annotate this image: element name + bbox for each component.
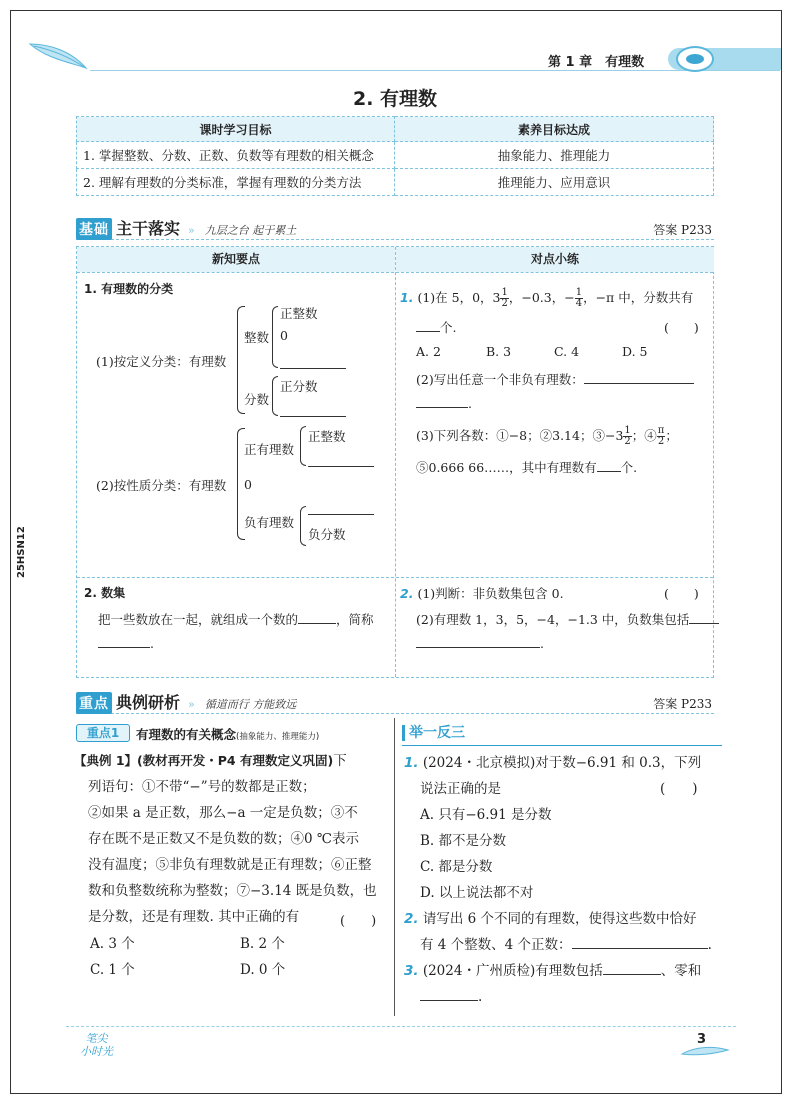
section-name: 主干落实 [116, 219, 181, 238]
k1-title: 1. 有理数的分类 [84, 282, 174, 296]
denominator: 2 [657, 436, 665, 447]
section-key-header [76, 690, 714, 714]
keypoint-title [136, 725, 319, 743]
question-text: (2)有理数 1，3，5，−4，−1.3 中，负数集包括 [416, 612, 690, 627]
question-text: 个. [620, 460, 638, 475]
k1-neg-frac: 负分数 [308, 527, 346, 542]
k1-prop-label: (2)按性质分类：有理数 [96, 478, 227, 493]
k1-pos-frac: 正分数 [280, 379, 318, 394]
blank-line [584, 372, 694, 384]
fraction [500, 288, 508, 309]
goals-table [76, 116, 714, 196]
k1-pos-rat: 正有理数 [244, 442, 295, 457]
goal-ability: 推理能力、应用意识 [395, 169, 714, 196]
answer-paren: ( ) [660, 781, 698, 797]
keypoint-tag: 重点1 [76, 724, 130, 742]
k1-pos-int: 正整数 [280, 306, 318, 321]
option-d: D. 5 [622, 344, 648, 359]
blank-line [98, 636, 150, 648]
brace [272, 306, 278, 368]
k1-def-label: (1)按定义分类：有理数 [96, 354, 227, 369]
option-c: C. 4 [554, 344, 580, 359]
double-arrow-icon: » [188, 224, 195, 237]
section-motto: 循道而行 方能致远 [204, 698, 297, 711]
practice-1-q1-line2 [416, 318, 456, 336]
section-name: 典例研析 [116, 693, 181, 712]
knowledge-head-left: 新知要点 [77, 247, 395, 272]
practice-1-q2 [416, 370, 694, 388]
question-text: 、零和 [660, 963, 702, 979]
keypoint-subtitle: (抽象能力、推理能力) [236, 732, 320, 742]
practice-2-q2-line2 [416, 636, 544, 651]
blank-line [416, 320, 440, 332]
option-a: A. 2 [416, 344, 441, 359]
blank-line [308, 466, 374, 467]
blank-line [603, 963, 661, 975]
brace [300, 506, 306, 546]
numerator: π [657, 425, 665, 436]
practice-questions [404, 750, 724, 1010]
blank-line [416, 636, 540, 648]
question-number: 1. [400, 290, 414, 305]
feather-icon [28, 40, 88, 74]
question-text: 说法正确的是 [420, 781, 501, 797]
question-text: (1)在 5，0，3 [417, 290, 501, 305]
question-text: 有 4 个整数、4 个正数： [420, 937, 572, 953]
blank-line [280, 416, 346, 417]
option-d: D. 以上说法都不对 [420, 885, 534, 901]
question-text: ⑤0.666 66……，其中有理数有 [416, 460, 597, 475]
blank-line [689, 612, 719, 624]
k2-title: 2. 数集 [84, 586, 126, 600]
example-text: 下 [333, 753, 347, 769]
k1-zero2: 0 [244, 477, 252, 492]
numerator: 1 [575, 287, 583, 298]
feather-icon [680, 1044, 730, 1058]
practice-header [402, 722, 722, 746]
double-arrow-icon: » [188, 698, 195, 711]
page-title: 2. 有理数 [352, 88, 438, 110]
practice-1-q3-line2 [416, 458, 637, 476]
blank-line [597, 460, 621, 472]
column-divider [395, 247, 396, 677]
question-text: . [540, 636, 544, 651]
blank-line [308, 514, 374, 515]
k1-pos-int2: 正整数 [308, 429, 346, 444]
table-row [77, 142, 714, 169]
question-text: . [478, 989, 483, 1005]
k1-neg-rat: 负有理数 [244, 515, 295, 530]
header-rule [90, 70, 780, 71]
option-d: D. 0 个 [240, 962, 286, 978]
practice-2-q2 [416, 610, 719, 628]
question-text: (2024・北京模拟)对于数−6.91 和 0.3，下列 [422, 755, 702, 771]
denominator: 4 [575, 298, 583, 309]
example-label: 【典例 1】(教材再开发・P4 有理数定义巩固) [74, 753, 334, 768]
goal-text: 1. 掌握整数、分数、正数、负数等有理数的相关概念 [77, 142, 395, 169]
blank-line [572, 937, 708, 949]
goals-head-left: 课时学习目标 [77, 117, 395, 142]
blank-line [416, 396, 468, 408]
footer-brand-line: 小时光 [80, 1045, 113, 1058]
option-b: B. 2 个 [240, 936, 285, 952]
practice-title: 举一反三 [402, 725, 465, 741]
option-c: C. 1 个 [90, 962, 135, 978]
blank-line [280, 368, 346, 369]
question-text: (3)下列各数：①−8；②3.14；③−3 [416, 428, 624, 443]
denominator: 2 [501, 298, 508, 309]
question-text: ，−0.3，− [508, 290, 575, 305]
side-code: 25HSN12 [16, 526, 27, 578]
question-text: (2)写出任意一个非负有理数： [416, 372, 584, 387]
answer-paren: ( ) [664, 586, 699, 601]
example-text: 没有温度；⑤非负有理数就是正有理数；⑥正整 [88, 857, 372, 873]
question-text: ； [665, 428, 678, 443]
option-a: A. 3 个 [90, 936, 135, 952]
row-divider [77, 272, 713, 273]
question-number: 3. [404, 963, 419, 979]
numerator: 1 [501, 287, 508, 298]
question-number: 2. [400, 586, 414, 601]
question-text: . [468, 396, 472, 411]
question-text: (2024・广州质检)有理数包括 [422, 963, 603, 979]
keypoint-title-text: 有理数的有关概念 [136, 727, 237, 742]
question-number: 2. [404, 911, 419, 927]
question-number: 1. [404, 755, 419, 771]
example-text: 数和负整数统称为整数；⑦−3.14 既是负数，也 [88, 883, 377, 899]
fraction [575, 288, 583, 309]
brace [300, 426, 306, 466]
example-1 [74, 748, 390, 930]
example-text: 是分数，还是有理数. 其中正确的有 [88, 909, 300, 925]
goal-text: 2. 理解有理数的分类标准，掌握有理数的分类方法 [77, 169, 395, 196]
option-b: B. 都不是分数 [420, 833, 507, 849]
k2-text: 把一些数放在一起，就组成一个数的 [98, 612, 299, 627]
goals-head-right: 素养目标达成 [395, 117, 714, 142]
k1-integer: 整数 [244, 330, 270, 345]
k2-line1 [98, 610, 374, 628]
example-text: 列语句：①不带“−”号的数都是正数； [88, 779, 316, 795]
answer-paren: ( ) [664, 320, 699, 335]
practice-1-q2-line2 [416, 396, 472, 411]
fraction [623, 426, 631, 447]
chapter-header: 第 1 章 有理数 [548, 55, 645, 70]
k2-line2 [98, 636, 154, 651]
knowledge-head-right: 对点小练 [396, 247, 714, 272]
page-number: 3 [697, 1032, 707, 1047]
question-text: 请写出 6 个不同的有理数，使得这些数中恰好 [422, 911, 697, 927]
answer-ref: 答案 P233 [653, 697, 712, 711]
k1-fraction: 分数 [244, 392, 270, 407]
brace [272, 376, 278, 416]
logo-icon [676, 46, 714, 72]
question-text: . [707, 937, 712, 953]
footer-brand-line: 笔尖 [85, 1032, 108, 1045]
section-tag: 重点 [76, 692, 112, 714]
table-row [77, 169, 714, 196]
footer-rule [66, 1026, 736, 1027]
section-motto: 九层之台 起于累土 [204, 224, 297, 237]
k1-zero: 0 [280, 328, 288, 343]
blank-line [298, 612, 336, 624]
question-text: 个. [440, 320, 457, 335]
option-b: B. 3 [486, 344, 512, 359]
answer-ref: 答案 P233 [653, 223, 712, 237]
section-basics-header [76, 216, 714, 240]
practice-1-q3 [416, 426, 678, 447]
example-text: ②如果 a 是正数，那么−a 一定是负数；③不 [88, 805, 358, 821]
row-divider [77, 577, 713, 578]
answer-paren: ( ) [340, 914, 377, 929]
blank-line [420, 989, 478, 1001]
k2-text-end: ，简称 [336, 612, 374, 627]
goal-ability: 抽象能力、推理能力 [395, 142, 714, 169]
example-text: 存在既不是正数又不是负数的数；④0 ℃表示 [88, 831, 359, 847]
section-tag: 基础 [76, 218, 112, 240]
numerator: 1 [624, 425, 631, 436]
option-c: C. 都是分数 [420, 859, 493, 875]
option-a: A. 只有−6.91 是分数 [420, 807, 552, 823]
question-text: ；④ [631, 428, 657, 443]
question-text: (1)判断：非负数集包含 0. [417, 586, 564, 601]
practice-2-q1 [400, 584, 564, 602]
footer-brand [80, 1032, 113, 1058]
column-divider [394, 718, 395, 1016]
practice-1-q1 [400, 288, 693, 309]
question-text: ，−π 中，分数共有 [583, 290, 694, 305]
k2-text-end: . [150, 636, 154, 651]
denominator: 2 [624, 436, 631, 447]
